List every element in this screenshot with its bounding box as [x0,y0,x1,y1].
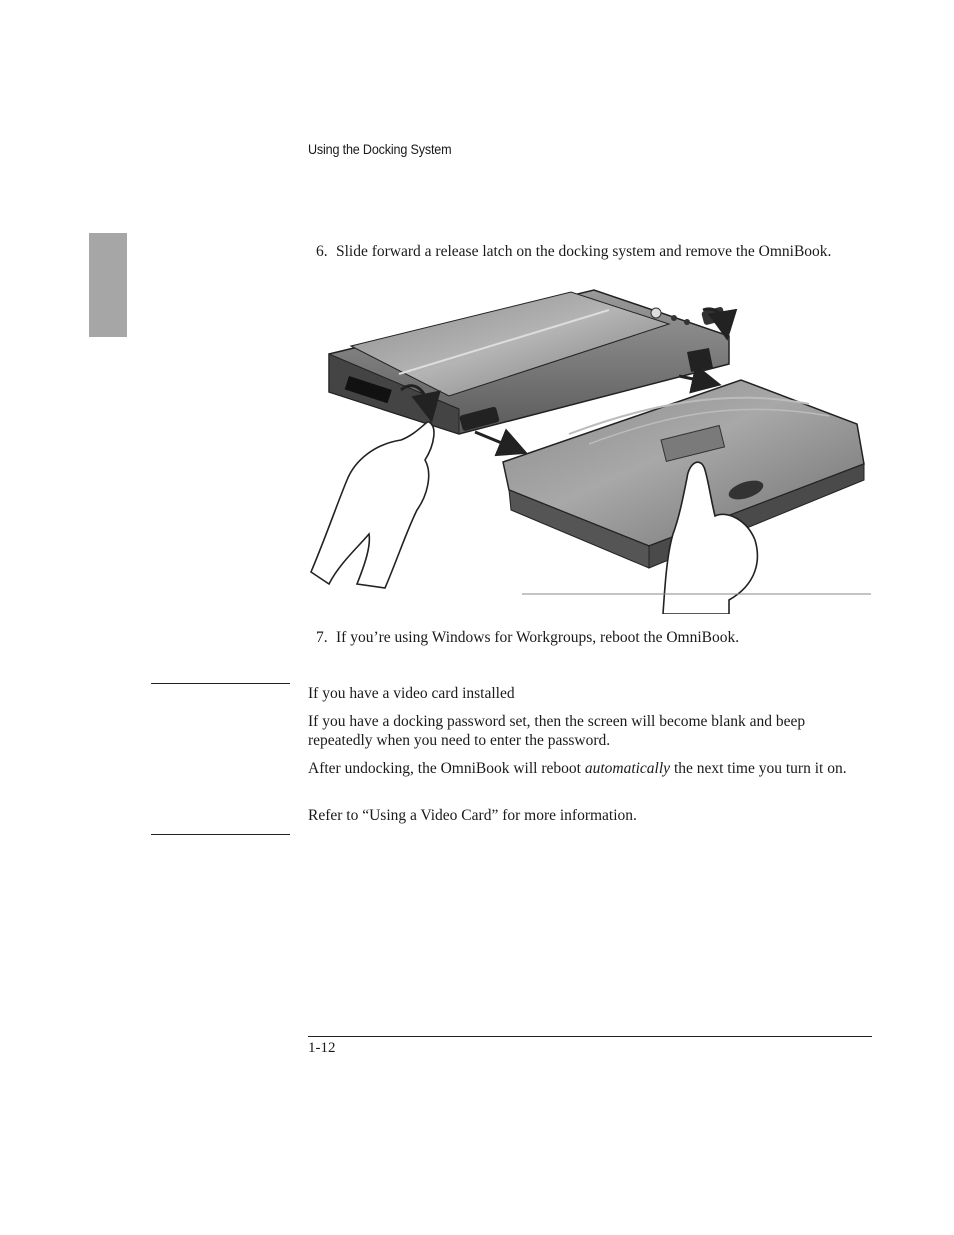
note-rule-top [151,683,290,684]
note-text: After undocking, the OmniBook will reboot [308,760,585,777]
page-number: 1-12 [308,1040,336,1056]
note-paragraph: If you have a docking password set, then the screen will become blank and beep repeatedly when you need to enter the password. [308,713,806,749]
step-number: 6. [316,243,328,260]
step-number: 7. [316,629,328,646]
note-paragraph [308,759,868,778]
undocking-illustration [309,284,871,614]
chapter-tab [89,233,127,337]
note-paragraph: Refer to “Using a Video Card” for more information. [308,807,637,824]
note-heading: If you have a video card installed [308,685,515,702]
footer-rule [308,1036,872,1037]
running-header: Using the Docking System [308,141,452,157]
step-6 [316,243,831,261]
note-rule-bottom [151,834,290,835]
step-7 [316,629,739,647]
step-text: Slide forward a release latch on the docking system and remove the OmniBook. [336,243,832,260]
note-text: the next time you turn it on. [670,760,847,777]
note-emphasis: automatically [584,760,671,777]
step-text: If you’re using Windows for Workgroups, reboot the OmniBook. [336,629,740,646]
